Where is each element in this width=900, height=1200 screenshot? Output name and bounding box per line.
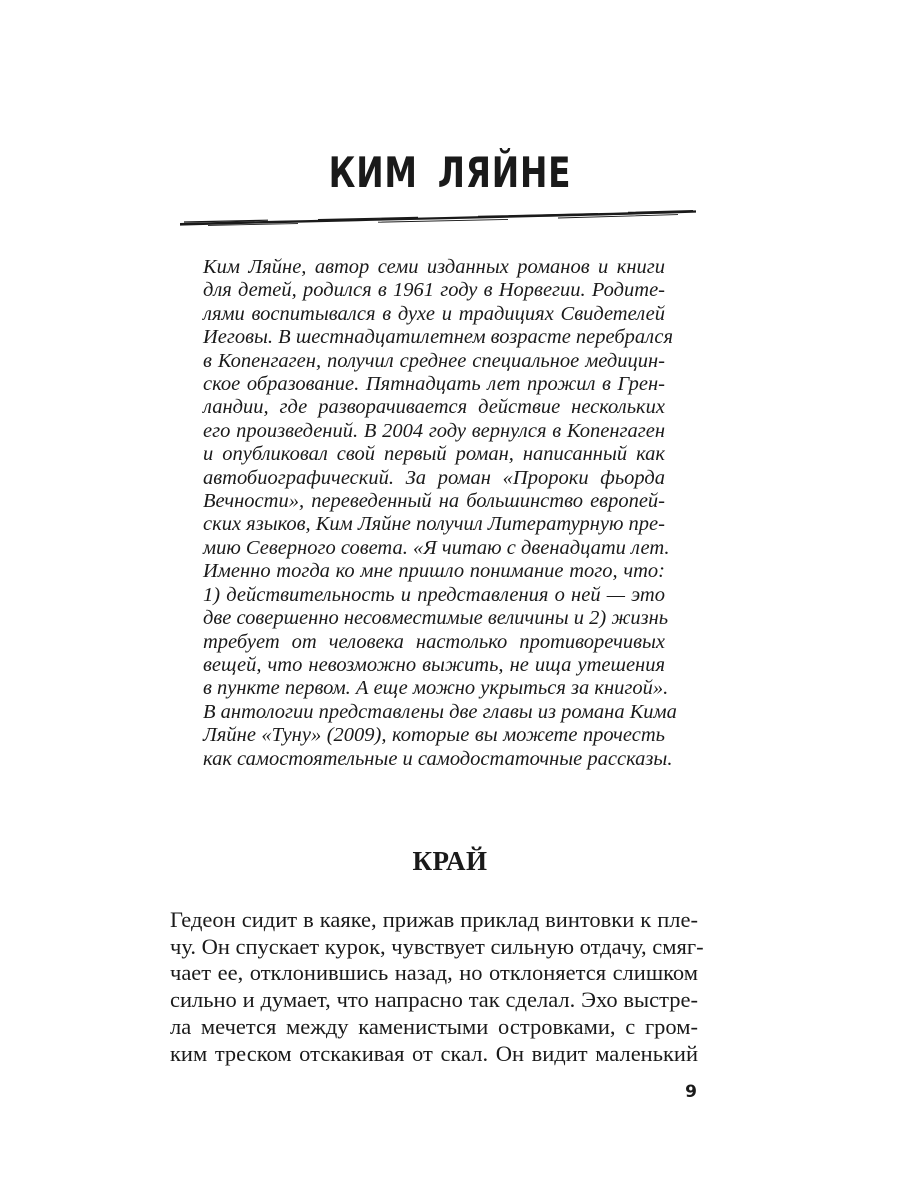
story-line: чу. Он спускает курок, чувствует сильную отдачу, смяг- [170, 933, 704, 959]
bio-line: ских языков, Ким Ляйне получил Литературную пре- [203, 513, 665, 536]
bio-line: две совершенно несовместимые величины и 2) жизнь [203, 607, 669, 630]
bio-line: Вечности», переведенный на большинство европей- [203, 490, 665, 513]
author-name-heading: КИМ ЛЯЙНЕ [328, 148, 572, 197]
decorative-brush-rule [178, 200, 698, 230]
story-body [170, 907, 704, 1067]
page-number: 9 [685, 1082, 697, 1102]
bio-line: в пункте первом. А еще можно укрыться за книгой». [203, 677, 669, 700]
story-line: Гедеон сидит в каяке, прижав приклад винтовки к пле- [170, 907, 698, 932]
bio-line: для детей, родился в 1961 году в Норвегии. Родите- [203, 279, 665, 302]
bio-line: ландии, где разворачивается действие нескольких [203, 396, 665, 419]
bio-line: его произведений. В 2004 году вернулся в Копенгаген [203, 419, 665, 442]
author-biography [203, 256, 677, 771]
story-title: КРАЙ [412, 846, 488, 876]
bio-line: ское образование. Пятнадцать лет прожил в Грен- [203, 373, 665, 396]
bio-line: мию Северного совета. «Я читаю с двенадцати лет. [203, 536, 670, 559]
story-line: чает ее, отклонившись назад, но отклоняется слишком [170, 960, 698, 986]
bio-line: Ким Ляйне, автор семи изданных романов и книги [203, 256, 665, 278]
bio-line: 1) действительность и представления о ней — это [203, 583, 665, 606]
bio-line: вещей, что невозможно выжить, не ища утешения [203, 653, 665, 676]
story-line: ким треском отскакивая от скал. Он видит маленький [170, 1040, 698, 1066]
bio-line: и опубликовал свой первый роман, написанный как [203, 443, 665, 466]
bio-line: Именно тогда ко мне пришло понимание того, что: [203, 560, 665, 583]
bio-line: В антологии представлены две главы из романа Кима [203, 700, 677, 723]
story-line: ла мечется между каменистыми островками, с гром- [170, 1013, 698, 1039]
bio-line: лями воспитывался в духе и традициях Свидетелей [203, 302, 665, 325]
bio-line: Иеговы. В шестнадцатилетнем возрасте перебрался [203, 326, 673, 349]
bio-line: как самостоятельные и самодостаточные рассказы. [203, 747, 673, 770]
bio-line: в Копенгаген, получил среднее специальное медицин- [203, 349, 665, 372]
story-line: сильно и думает, что напрасно так сделал. Эхо выстре- [170, 987, 698, 1013]
bio-line: требует от человека настолько противоречивых [203, 630, 665, 653]
bio-line: Ляйне «Туну» (2009), которые вы можете прочесть [203, 724, 665, 747]
bio-line: автобиографический. За роман «Пророки фьорда [203, 466, 665, 489]
